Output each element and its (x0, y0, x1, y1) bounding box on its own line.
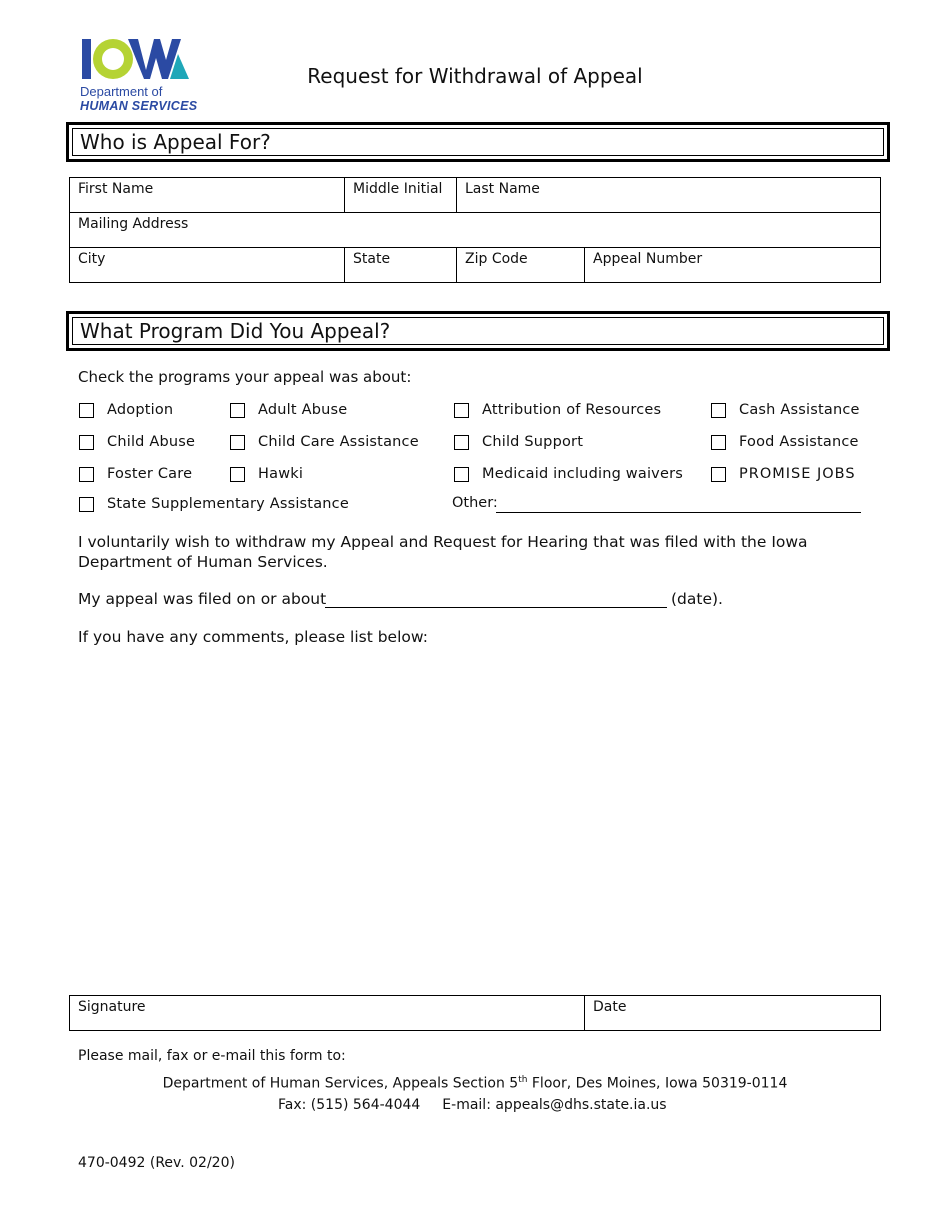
last-name-label: Last Name (465, 181, 540, 197)
signature-table (69, 995, 881, 1031)
section-program-header (66, 311, 890, 351)
program-checkbox-food-assistance[interactable] (711, 434, 859, 450)
checkbox-label: Food Assistance (739, 434, 859, 450)
zip-code-label: Zip Code (465, 251, 528, 267)
appellant-info-table (69, 177, 881, 283)
checkbox-label: Attribution of Resources (482, 402, 662, 418)
checkbox-label: Adoption (107, 402, 174, 418)
email-address[interactable]: E-mail: appeals@dhs.state.ia.us (442, 1097, 667, 1113)
mailing-address-field[interactable] (70, 213, 881, 248)
section-who-header (66, 122, 890, 162)
other-program-input[interactable] (496, 512, 861, 513)
city-label: City (78, 251, 106, 267)
program-checkbox-child-care-assistance[interactable] (230, 434, 419, 450)
programs-intro: Check the programs your appeal was about: (78, 368, 412, 386)
checkbox[interactable] (79, 497, 94, 512)
section-program-heading: What Program Did You Appeal? (72, 317, 884, 345)
mailing-address-label: Mailing Address (78, 216, 189, 232)
checkbox-label: PROMISE JOBS (739, 466, 856, 482)
middle-initial-field[interactable] (345, 178, 457, 213)
withdraw-statement: I voluntarily wish to withdraw my Appeal and Request for Hearing that was filed with the Iowa Department of Human Services. (78, 533, 808, 571)
first-name-field[interactable] (70, 178, 345, 213)
state-field[interactable] (345, 248, 457, 283)
program-checkbox-adult-abuse[interactable] (230, 402, 347, 418)
signature-date-label: Date (593, 999, 627, 1015)
comments-prompt: If you have any comments, please list below: (78, 628, 428, 646)
filed-suffix: (date). (671, 590, 723, 608)
program-checkbox-hawki[interactable] (230, 466, 303, 482)
mailing-address-text (0, 1075, 950, 1092)
city-field[interactable] (70, 248, 345, 283)
first-name-label: First Name (78, 181, 154, 197)
logo-line2: HUMAN SERVICES (80, 99, 198, 113)
mail-intro: Please mail, fax or e-mail this form to: (78, 1048, 346, 1064)
checkbox-label: Hawki (258, 466, 304, 482)
program-checkbox-cash-assistance[interactable] (711, 402, 860, 418)
checkbox[interactable] (230, 403, 245, 418)
contact-line (278, 1097, 667, 1113)
program-checkbox-child-abuse[interactable] (79, 434, 195, 450)
logo-text (80, 84, 197, 114)
last-name-field[interactable] (457, 178, 881, 213)
checkbox[interactable] (711, 435, 726, 450)
zip-code-field[interactable] (457, 248, 585, 283)
checkbox-label: Child Support (482, 434, 584, 450)
comments-area[interactable] (78, 660, 878, 980)
program-checkbox-attribution-of-resources[interactable] (454, 402, 661, 418)
appeal-number-field[interactable] (585, 248, 881, 283)
program-checkbox-child-support[interactable] (454, 434, 583, 450)
program-checkbox-medicaid[interactable] (454, 466, 683, 482)
checkbox[interactable] (79, 435, 94, 450)
form-title (0, 64, 950, 88)
checkbox-label: Foster Care (107, 466, 193, 482)
checkbox-label: State Supplementary Assistance (107, 496, 349, 512)
checkbox[interactable] (79, 467, 94, 482)
filed-prefix: My appeal was filed on or about (78, 590, 327, 608)
appeal-number-label: Appeal Number (593, 251, 703, 267)
other-program-label: Other: (452, 495, 498, 511)
state-label: State (353, 251, 391, 267)
checkbox[interactable] (454, 403, 469, 418)
program-checkbox-promise-jobs[interactable] (711, 466, 856, 482)
checkbox[interactable] (79, 403, 94, 418)
checkbox[interactable] (230, 435, 245, 450)
address-suffix: Floor, Des Moines, Iowa 50319-0114 (527, 1075, 788, 1092)
checkbox-label: Child Care Assistance (258, 434, 419, 450)
checkbox-label: Adult Abuse (258, 402, 348, 418)
address-prefix: Department of Human Services, Appeals Section 5 (162, 1075, 519, 1092)
form-title-text: Request for Withdrawal of Appeal (307, 64, 643, 88)
checkbox-label: Cash Assistance (739, 402, 860, 418)
checkbox[interactable] (230, 467, 245, 482)
logo-line1: Department of (80, 84, 163, 99)
checkbox[interactable] (711, 467, 726, 482)
program-checkbox-adoption[interactable] (79, 402, 173, 418)
checkbox[interactable] (454, 435, 469, 450)
signature-field[interactable] (70, 996, 585, 1031)
program-checkbox-foster-care[interactable] (79, 466, 192, 482)
checkbox-label: Child Abuse (107, 434, 196, 450)
checkbox[interactable] (454, 467, 469, 482)
middle-initial-label: Middle Initial (353, 181, 443, 197)
filed-date-input[interactable] (325, 607, 667, 608)
signature-label: Signature (78, 999, 146, 1015)
program-checkbox-state-supplementary-assistance[interactable] (79, 496, 349, 512)
checkbox[interactable] (711, 403, 726, 418)
checkbox-label: Medicaid including waivers (482, 466, 683, 482)
fax-number: Fax: (515) 564-4044 (278, 1097, 421, 1113)
form-number: 470-0492 (Rev. 02/20) (78, 1155, 235, 1171)
section-who-heading: Who is Appeal For? (72, 128, 884, 156)
signature-date-field[interactable] (585, 996, 881, 1031)
address-sup: th (518, 1075, 528, 1085)
